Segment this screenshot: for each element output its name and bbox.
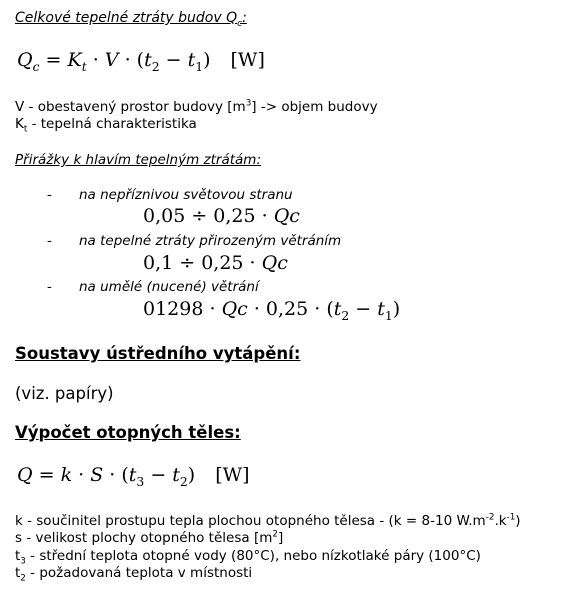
definition-k-sup2: -1 — [506, 512, 516, 523]
surcharge-bullet-2: - — [47, 233, 52, 249]
definition-t2-text: - požadovaná teplota v místnosti — [25, 565, 253, 581]
definition-kt-sub: t — [23, 124, 28, 135]
definition-k-sup1: -2 — [485, 512, 495, 523]
heading-heat-loss-end: : — [242, 10, 247, 26]
definition-k — [15, 513, 521, 529]
definition-t3-symbol: t — [15, 548, 21, 564]
heading-heat-loss-text: Celkové tepelné ztráty budov Q — [15, 10, 238, 26]
definition-kt-symbol: K — [15, 116, 24, 132]
surcharge-label-1: na nepříznivou světovou stranu — [79, 187, 293, 203]
systems-note: (viz. papíry) — [15, 384, 114, 403]
surcharge-label-3: na umělé (nucené) větrání — [79, 279, 259, 295]
definition-s-sup: 2 — [272, 529, 278, 540]
definition-t2-symbol: t — [15, 565, 21, 581]
definition-t2-sub: 2 — [20, 573, 26, 584]
heading-heat-loss-sub: c — [237, 18, 243, 29]
definition-t3 — [15, 548, 481, 567]
heading-surcharges: Přirážky k hlavím tepelným ztrátám: — [15, 152, 261, 168]
heading-radiators: Výpočet otopných těles: — [15, 423, 241, 442]
definition-t3-sub: 3 — [20, 556, 26, 567]
formula-radiator: $Q = k \cdot S \cdot (t_3 - t_2)$ [W] — [17, 464, 250, 489]
surcharge-label-2: na tepelné ztráty přirozeným větráním — [79, 233, 342, 249]
definition-s-text: s - velikost plochy otopného tělesa [m — [15, 530, 273, 546]
definition-kt-text: - tepelná charakteristika — [27, 116, 197, 132]
definition-v-sup: 3 — [245, 98, 252, 109]
surcharge-formula-2: 0,1 ÷ 0,25 · Qc — [143, 252, 288, 274]
definition-s-end: ] — [277, 530, 284, 546]
definition-v — [15, 99, 378, 115]
formula-heat-loss: $Q_c = K_t \cdot V \cdot (t_2 - t_1)$ [W] — [17, 49, 265, 74]
surcharge-bullet-3: - — [47, 279, 52, 295]
surcharge-formula-3: $01298 \cdot Qc \cdot 0,25 \cdot (t_2 - t_1)$ — [143, 298, 401, 323]
formula-heat-loss-unit: [W] — [230, 49, 265, 71]
definition-k-text: k - součinitel prostupu tepla plochou otopného tělesa - (k = 8-10 W.m — [15, 513, 486, 529]
definition-k-end: ) — [515, 513, 521, 529]
definition-kt — [15, 116, 197, 135]
definition-t3-text: - střední teplota otopné vody (80°C), nebo nízkotlaké páry (100°C) — [25, 548, 481, 564]
definition-t2 — [15, 565, 253, 584]
surcharge-bullet-1: - — [47, 187, 52, 203]
definition-s — [15, 530, 283, 546]
definition-v-end: ] -> objem budovy — [251, 99, 378, 115]
definition-k-mid: .k — [494, 513, 507, 529]
definition-v-text: V - obestavený prostor budovy [m — [15, 99, 246, 115]
heading-heat-loss — [15, 10, 247, 29]
formula-radiator-unit: [W] — [215, 464, 250, 486]
surcharge-formula-1: 0,05 ÷ 0,25 · Qc — [143, 205, 300, 227]
heading-systems: Soustavy ústředního vytápění: — [15, 344, 301, 363]
